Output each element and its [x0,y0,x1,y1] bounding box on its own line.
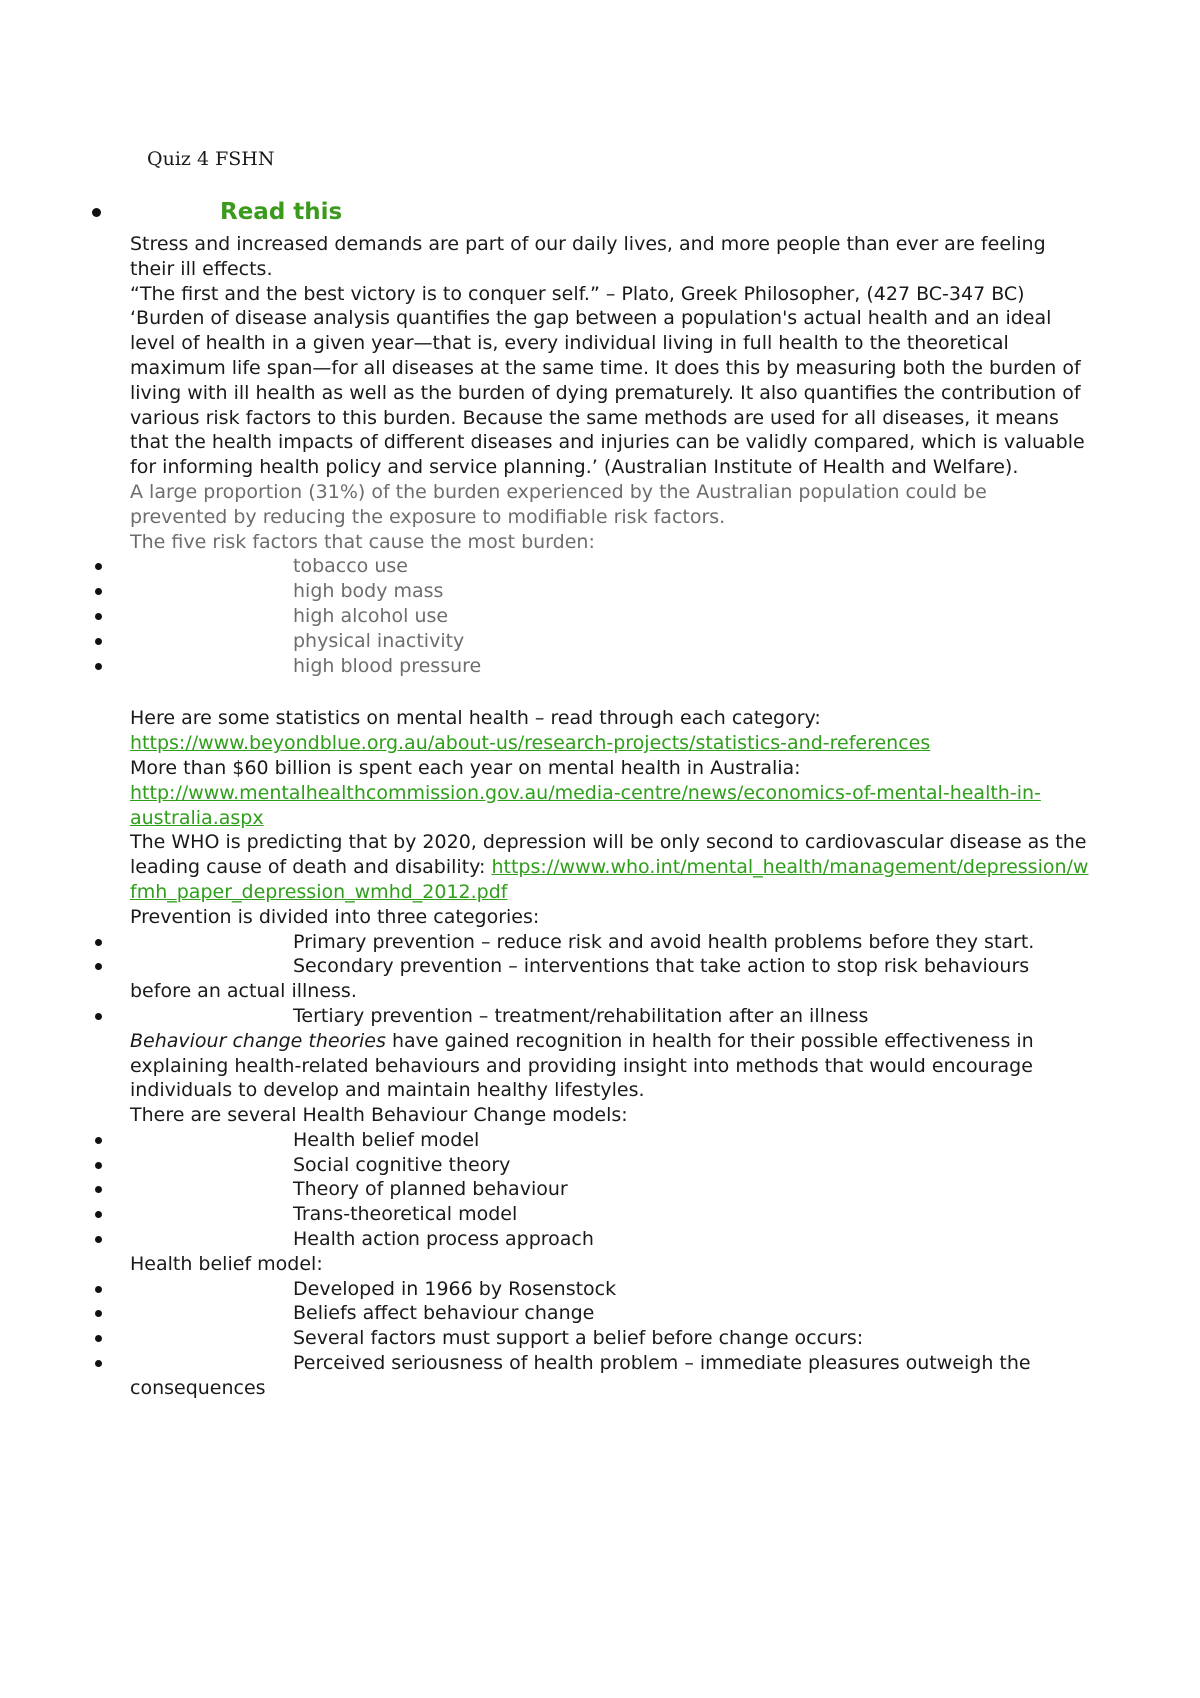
heading-row [130,199,1090,232]
list-item: Health belief model [130,1128,1090,1153]
list-item: Several factors must support a belief before change occurs: [130,1326,1090,1351]
list-item: Health action process approach [130,1227,1090,1252]
list-item: Perceived seriousness of health problem – immediate pleasures outweigh the consequences [130,1351,1090,1401]
behaviour-change-paragraph: Behaviour change theories have gained recognition in health for their possible effectiveness in explaining health-related behaviours and providing insight into methods that would encourage individuals to develop and maintain healthy lifestyles. [130,1029,1034,1102]
list-item: Developed in 1966 by Rosenstock [130,1277,1090,1302]
document-title: Quiz 4 FSHN [147,148,275,170]
list-item: Social cognitive theory [130,1153,1090,1178]
list-item: high body mass [130,579,1090,604]
burden-note: A large proportion (31%) of the burden experienced by the Australian population could be prevented by reducing the exposure to modifiable risk factors. [130,480,987,528]
list-item: tobacco use [130,554,1090,579]
stats-paragraph: Here are some statistics on mental health – read through each category: https://www.beyondblue.org.au/about-us/research-projects/statistics-and-references [130,707,931,755]
models-intro: There are several Health Behaviour Change models: [130,1104,628,1127]
list-item: Primary prevention – reduce risk and avoid health problems before they start. [130,930,1090,955]
prevention-intro: Prevention is divided into three categories: [130,905,540,928]
list-item: Secondary prevention – interventions that take action to stop risk behaviours before an actual illness. [130,954,1090,1004]
list-item: Tertiary prevention – treatment/rehabilitation after an illness [130,1004,1090,1029]
list-item: Theory of planned behaviour [130,1177,1090,1202]
list-item: Trans-theoretical model [130,1202,1090,1227]
bullet-icon [92,208,101,217]
risk-intro: The five risk factors that cause the most burden: [130,530,595,553]
burden-quote: ‘Burden of disease analysis quantifies the gap between a population's actual health and an ideal level of health in a given year—that is, every individual living in full health to the theoretical maximum life span—for all diseases at the same time. It does this by measuring both the burden of living with ill health as well as the burden of dying prematurely. It also quantifies the contribution of various risk factors to this burden. Because the same methods are used for all diseases, it means that the health impacts of different diseases and injuries can be validly compared, which is valuable for informing health policy and service planning.’ (Australian Institute of Health and Welfare). [130,307,1085,479]
document-body [130,199,1090,1401]
list-item: Beliefs affect behaviour change [130,1301,1090,1326]
spacer [130,678,1090,706]
who-paragraph: The WHO is predicting that by 2020, depression will be only second to cardiovascular disease as the leading cause of death and disability: https://www.who.int/mental_health/management/depression/wfmh_paper_depression_wmhd_2012.pdf [130,831,1089,903]
mental-health-commission-link[interactable]: http://www.mentalhealthcommission.gov.au/media-centre/news/economics-of-mental-health-in-australia.aspx [130,781,1041,829]
list-item: high alcohol use [130,604,1090,629]
spend-paragraph: More than $60 billion is spent each year on mental health in Australia: http://www.mentalhealthcommission.gov.au/media-centre/news/economics-of-mental-health-in-australia.aspx [130,756,1041,829]
list-item: high blood pressure [130,654,1090,679]
plato-quote: “The first and the best victory is to conquer self.” – Plato, Greek Philosopher, (427 BC-347 BC) [130,282,1025,305]
section-heading: Read this [220,199,343,225]
hbm-intro: Health belief model: [130,1252,323,1275]
intro-paragraph: Stress and increased demands are part of our daily lives, and more people than ever are feeling their ill effects. [130,233,1046,280]
beyondblue-link[interactable]: https://www.beyondblue.org.au/about-us/research-projects/statistics-and-references [130,732,931,755]
who-link[interactable]: https://www.who.int/mental_health/management/depression/wfmh_paper_depression_wmhd_2012.pdf [130,856,1089,903]
list-item: physical inactivity [130,629,1090,654]
